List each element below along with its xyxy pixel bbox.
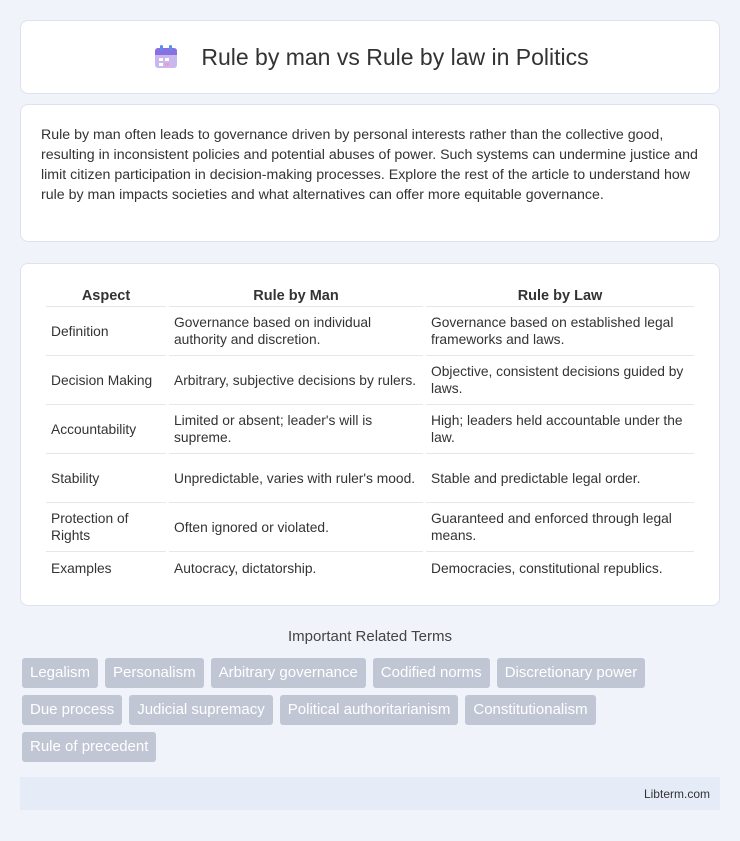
table-cell: Governance based on established legal frameworks and laws. — [426, 307, 694, 356]
table-cell: Accountability — [46, 405, 166, 454]
table-cell: Unpredictable, varies with ruler's mood. — [169, 454, 423, 503]
table-cell: Democracies, constitutional republics. — [431, 560, 663, 576]
table-cell: High; leaders held accountable under the law. — [426, 405, 694, 454]
table-cell: Limited or absent; leader's will is supreme. — [169, 405, 423, 454]
related-term-tag[interactable]: Codified norms — [373, 658, 490, 688]
table-cell: Arbitrary, subjective decisions by rulers. — [169, 356, 423, 405]
footer — [20, 777, 720, 810]
related-term-tag[interactable]: Discretionary power — [497, 658, 646, 688]
comparison-table — [43, 284, 697, 584]
table-cell: Protection of Rights — [46, 503, 166, 552]
related-terms-list — [22, 658, 712, 762]
table-cell: Decision Making — [46, 356, 166, 405]
table-row — [46, 405, 694, 454]
table-row — [46, 307, 694, 356]
intro-text: Rule by man often leads to governance driven by personal interests rather than the collective good, resulting in inconsistent policies and potential abuses of power. Such systems can undermine justice and limit citizen participation in decision-making processes. Explore the rest of the article to understand how rule by man impacts societies and what alternatives can offer more equitable governance. — [41, 127, 698, 203]
related-term-tag[interactable]: Constitutionalism — [465, 695, 595, 725]
related-term-tag[interactable]: Arbitrary governance — [211, 658, 366, 688]
table-cell: Often ignored or violated. — [169, 503, 423, 552]
column-header: Aspect — [46, 284, 166, 307]
table-row — [46, 503, 694, 552]
related-term-tag[interactable]: Judicial supremacy — [129, 695, 273, 725]
table-cell: Autocracy, dictatorship. — [174, 560, 317, 576]
table-row — [46, 454, 694, 503]
calendar-icon — [151, 42, 181, 72]
intro-card — [20, 104, 720, 242]
footer-site-link[interactable]: Libterm.com — [643, 786, 710, 801]
title-card — [20, 20, 720, 94]
related-term-tag[interactable]: Due process — [22, 695, 122, 725]
table-cell: Governance based on individual authority and discretion. — [169, 307, 423, 356]
table-cell: Definition — [46, 307, 166, 356]
related-terms-heading: Important Related Terms — [288, 628, 452, 645]
column-header: Rule by Man — [169, 284, 423, 307]
table-cell: Objective, consistent decisions guided by laws. — [426, 356, 694, 405]
table-cell: Stability — [46, 454, 166, 503]
table-row — [46, 552, 694, 584]
related-term-tag[interactable]: Political authoritarianism — [280, 695, 459, 725]
related-term-tag[interactable]: Legalism — [22, 658, 98, 688]
table-cell: Examples — [51, 560, 112, 576]
comparison-table-card — [20, 263, 720, 606]
related-term-tag[interactable]: Rule of precedent — [22, 732, 156, 762]
table-row — [46, 356, 694, 405]
table-header-row — [46, 284, 694, 307]
page-title: Rule by man vs Rule by law in Politics — [201, 43, 589, 70]
column-header: Rule by Law — [426, 284, 694, 307]
table-cell: Stable and predictable legal order. — [426, 454, 694, 503]
related-term-tag[interactable]: Personalism — [105, 658, 204, 688]
table-cell: Guaranteed and enforced through legal means. — [426, 503, 694, 552]
